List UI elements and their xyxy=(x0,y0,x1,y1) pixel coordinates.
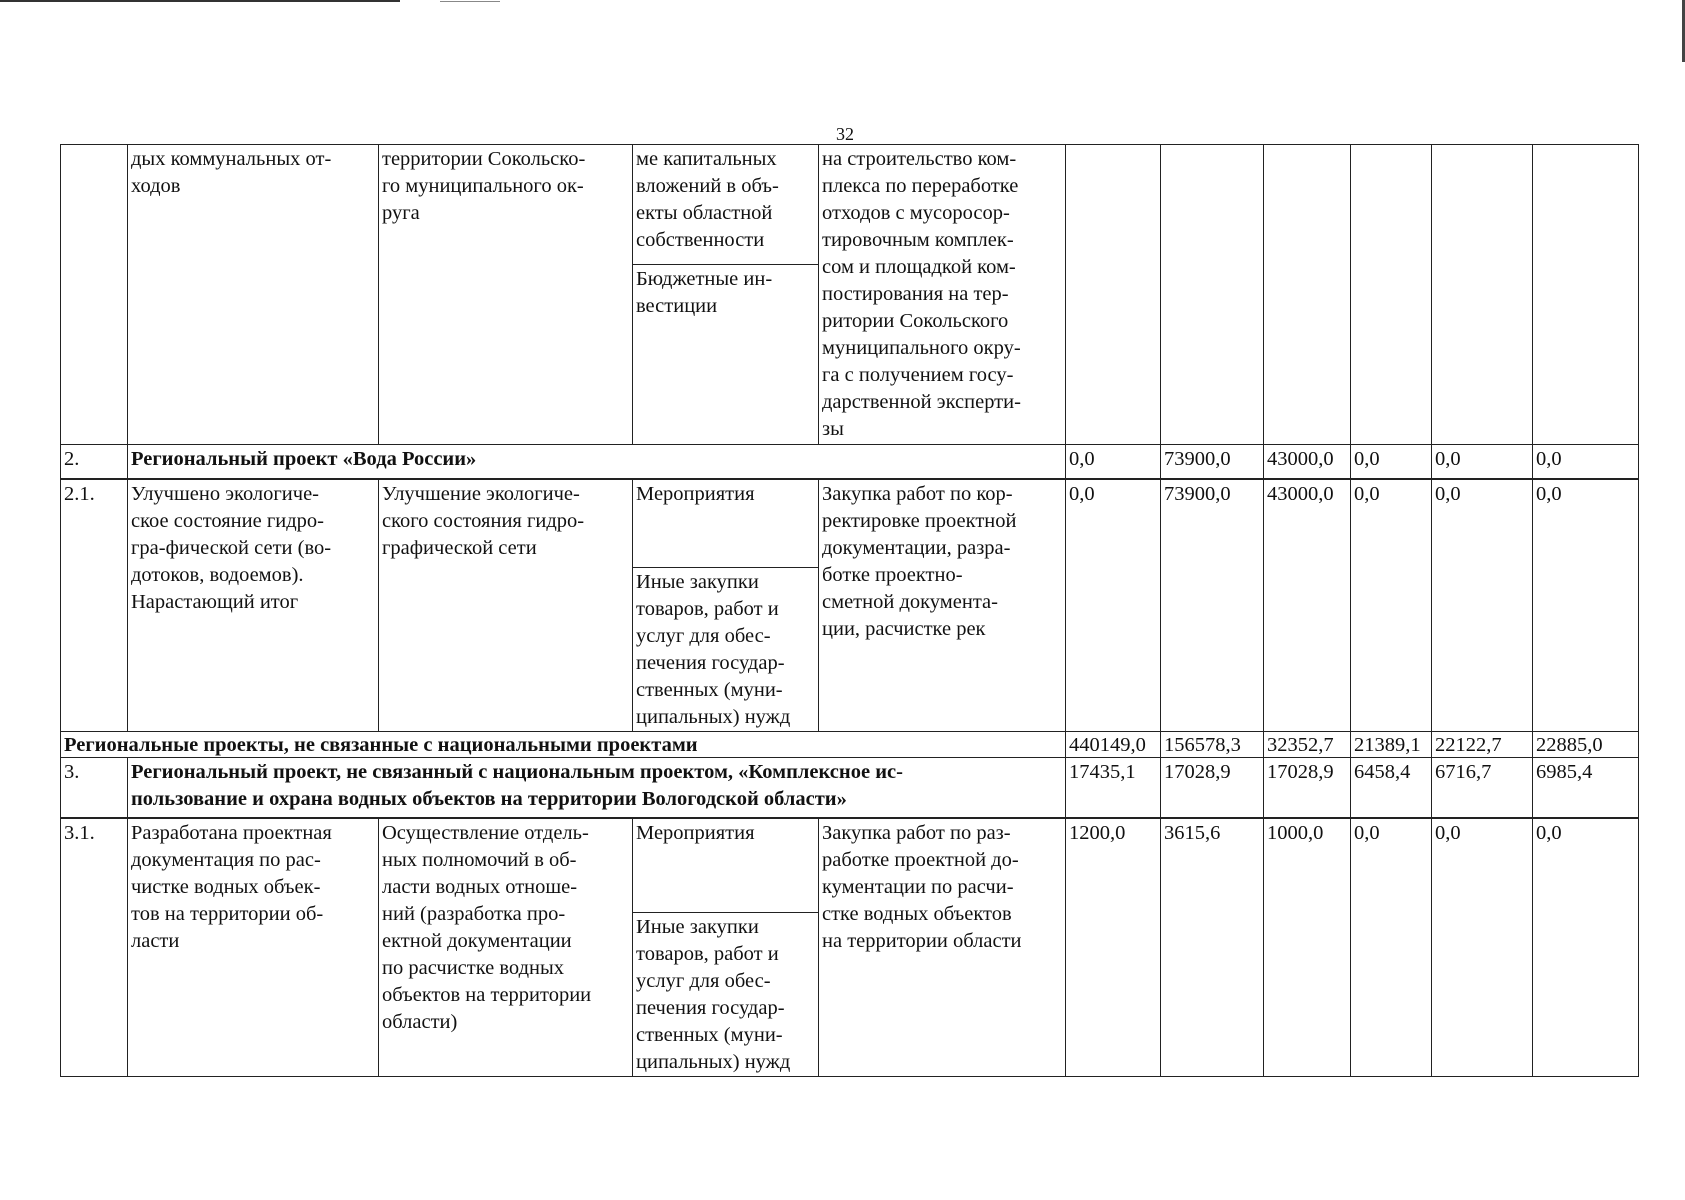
cell-value: 32352,7 xyxy=(1264,732,1351,758)
cell-description: Закупка работ по раз- работке проектной до- кументации по расчи- стке водных объектов на территории области xyxy=(819,818,1066,1077)
cell-value xyxy=(1432,145,1533,445)
cell-value: 6716,7 xyxy=(1432,758,1533,819)
cell-value xyxy=(1264,145,1351,445)
cell-value: 6985,4 xyxy=(1533,758,1639,819)
program-table xyxy=(60,144,1639,1077)
cell-value: 6458,4 xyxy=(1351,758,1432,819)
cell-num: 3.1. xyxy=(61,818,128,1077)
cell-description: Закупка работ по кор- ректировке проектной документации, разра- ботке проектно- сметной документа- ции, расчистке рек xyxy=(819,479,1066,732)
cell-num xyxy=(61,145,128,445)
cell-value: 73900,0 xyxy=(1161,479,1264,732)
cell-measure: Осуществление отдель- ных полномочий в об- ласти водных отноше- ний (разработка про- ектной документации по расчистке водных объектов на территории области) xyxy=(379,818,633,1077)
cell-value: 17435,1 xyxy=(1066,758,1161,819)
cell-group-title: Региональные проекты, не связанные с национальными проектами xyxy=(61,732,1066,758)
cell-measure: Улучшение экологиче- ского состояния гидро- графической сети xyxy=(379,479,633,732)
cell-value: 0,0 xyxy=(1351,479,1432,732)
table-row xyxy=(61,479,1639,568)
cell-project-title: Региональный проект «Вода России» xyxy=(128,445,1066,480)
cell-value: 1000,0 xyxy=(1264,818,1351,1077)
table-row xyxy=(61,818,1639,913)
cell-expense-type: Иные закупки товаров, работ и услуг для обес- печения государ- ственных (муни- ципальных) нужд xyxy=(633,913,819,1077)
cell-value: 43000,0 xyxy=(1264,479,1351,732)
cell-value: 0,0 xyxy=(1066,445,1161,480)
cell-expense-type: Иные закупки товаров, работ и услуг для обес- печения государ- ственных (муни- ципальных) нужд xyxy=(633,568,819,732)
cell-num: 2.1. xyxy=(61,479,128,732)
cell-value: 21389,1 xyxy=(1351,732,1432,758)
cell-result: дых коммунальных от- ходов xyxy=(128,145,379,445)
cell-expense-type: Бюджетные ин- вестиции xyxy=(633,265,819,445)
table-row xyxy=(61,145,1639,265)
cell-value: 0,0 xyxy=(1351,445,1432,480)
cell-expense-type: ме капитальных вложений в объ- екты областной собственности xyxy=(633,145,819,265)
table-row xyxy=(61,732,1639,758)
cell-num: 2. xyxy=(61,445,128,480)
cell-value xyxy=(1533,145,1639,445)
cell-num: 3. xyxy=(61,758,128,819)
cell-result: Улучшено экологиче- ское состояние гидро- гра-фической сети (во- дотоков, водоемов). Нарастающий итог xyxy=(128,479,379,732)
cell-value xyxy=(1351,145,1432,445)
cell-value: 156578,3 xyxy=(1161,732,1264,758)
cell-value xyxy=(1066,145,1161,445)
cell-description: на строительство ком- плекса по переработке отходов с мусоросор- тировочным комплек- сом и площадкой ком- постирования на тер- ритории Сокольского муниципального окру- га с получением госу- дарственной эксперти- зы xyxy=(819,145,1066,445)
cell-value: 0,0 xyxy=(1533,479,1639,732)
cell-value: 0,0 xyxy=(1351,818,1432,1077)
cell-value: 22885,0 xyxy=(1533,732,1639,758)
cell-value: 0,0 xyxy=(1533,818,1639,1077)
cell-value: 17028,9 xyxy=(1161,758,1264,819)
cell-value: 440149,0 xyxy=(1066,732,1161,758)
scan-edge xyxy=(440,1,500,2)
table-row xyxy=(61,445,1639,480)
cell-project-title: Региональный проект, не связанный с национальным проектом, «Комплексное ис- пользование и охрана водных объектов на территории Вологодской области» xyxy=(128,758,1066,819)
cell-expense-type: Мероприятия xyxy=(633,818,819,913)
cell-value: 0,0 xyxy=(1432,818,1533,1077)
cell-value: 3615,6 xyxy=(1161,818,1264,1077)
cell-value: 0,0 xyxy=(1533,445,1639,480)
cell-value: 0,0 xyxy=(1432,445,1533,480)
cell-value: 1200,0 xyxy=(1066,818,1161,1077)
cell-value: 0,0 xyxy=(1432,479,1533,732)
page-number: 32 xyxy=(836,124,854,144)
cell-value: 73900,0 xyxy=(1161,445,1264,480)
cell-value xyxy=(1161,145,1264,445)
cell-value: 17028,9 xyxy=(1264,758,1351,819)
cell-value: 0,0 xyxy=(1066,479,1161,732)
scan-edge xyxy=(0,0,400,2)
cell-value: 22122,7 xyxy=(1432,732,1533,758)
cell-value: 43000,0 xyxy=(1264,445,1351,480)
table-row xyxy=(61,758,1639,819)
cell-result: Разработана проектная документация по рас- чистке водных объек- тов на территории об- ласти xyxy=(128,818,379,1077)
cell-measure: территории Сокольско- го муниципального ок- руга xyxy=(379,145,633,445)
cell-expense-type: Мероприятия xyxy=(633,479,819,568)
